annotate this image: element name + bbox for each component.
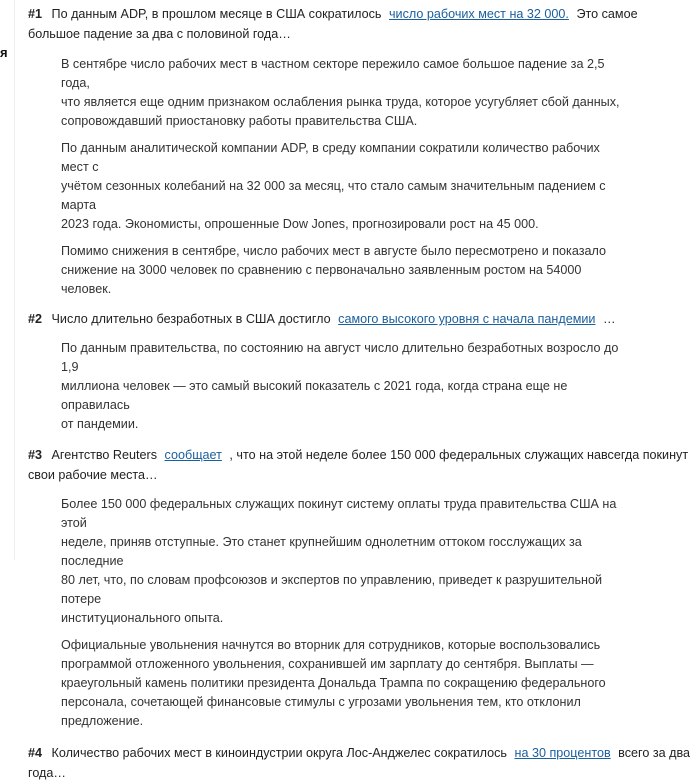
headline-tail: … — [602, 312, 616, 326]
headline-tail: всего за два — [618, 746, 690, 760]
quote-block — [61, 339, 621, 434]
quote-paragraph: Официальные увольнения начнутся во вторник для сотрудников, которые воспользовались программой отложенного увольнения, сохранившей им зарплату до сентября. Выплаты — краеугольный камень политики президента Дональда Трампа по сокращению федерального персонала, сочетающей финансовые стимулы с угрозами увольнения тем, кто отклонил предложение. — [61, 638, 606, 728]
item-number: #1 — [28, 7, 43, 21]
list-item — [28, 4, 668, 299]
quote-block — [61, 495, 621, 731]
headline-continuation: большое падение за два с половиной года… — [28, 27, 291, 41]
headline-lead: Агентство Reuters — [51, 448, 158, 462]
list-item — [28, 309, 668, 434]
headline-continuation: года… — [28, 766, 66, 780]
headline-tail: Это самое — [576, 7, 638, 21]
list-item — [28, 743, 690, 783]
left-sidebar-edge — [0, 0, 15, 560]
item-number: #4 — [28, 746, 43, 760]
headline-lead: Количество рабочих мест в киноиндустрии округа Лос-Анджелес сократилось — [51, 746, 507, 760]
quote-paragraph: Более 150 000 федеральных служащих покинут систему оплаты труда правительства США на этой неделе, приняв отступные. Это станет крупнейшим однолетним оттоком госслужащих за последние 80 лет, что, по словам профсоюзов и экспертов по управлению, приведет к разрушительной потере институционального опыта. — [61, 497, 617, 625]
source-link[interactable]: число рабочих мест на 32 000. — [389, 7, 569, 21]
quote-paragraph: В сентябре число рабочих мест в частном секторе пережило самое большое падение за 2,5 года, что является еще одним признаком ослабления рынка труда, которое усугубляет сбой данных, сопровождавший приостановку работы правительства США. — [61, 57, 620, 128]
quote-paragraph: По данным аналитической компании ADP, в среду компании сократили количество рабочих мест с учётом сезонных колебаний на 32 000 за месяц, что стало самым значительным падением с марта 2023 года. Экономисты, опрошенные Dow Jones, прогнозировали рост на 45 000. — [61, 141, 606, 231]
article-list — [28, 4, 690, 783]
quote-paragraph: Помимо снижения в сентябре, число рабочих мест в августе было пересмотрено и показало снижение на 3000 человек по сравнению с первоначально заявленным ростом на 54000 человек. — [61, 244, 606, 296]
headline-continuation: свои рабочие места… — [28, 468, 158, 482]
list-item — [28, 445, 689, 731]
item-headline — [28, 4, 668, 24]
source-link[interactable]: самого высокого уровня с начала пандемии — [338, 312, 596, 326]
headline-lead: Число длительно безработных в США достигло — [51, 312, 331, 326]
item-number: #3 — [28, 448, 43, 462]
item-headline — [28, 445, 689, 465]
source-link[interactable]: на 30 процентов — [514, 746, 611, 760]
item-headline — [28, 743, 690, 763]
sidebar-cropped-text: я — [0, 45, 8, 60]
source-link[interactable]: сообщает — [164, 448, 222, 462]
item-number: #2 — [28, 312, 43, 326]
headline-tail: , что на этой неделе более 150 000 федеральных служащих навсегда покинут — [229, 448, 689, 462]
quote-block — [61, 55, 621, 299]
item-headline — [28, 309, 668, 329]
headline-lead: По данным ADP, в прошлом месяце в США сократилось — [51, 7, 382, 21]
quote-paragraph: По данным правительства, по состоянию на август число длительно безработных возросло до 1,9 миллиона человек — это самый высокий показатель с 2021 года, когда страна еще не оправилась от пандемии. — [61, 341, 619, 431]
